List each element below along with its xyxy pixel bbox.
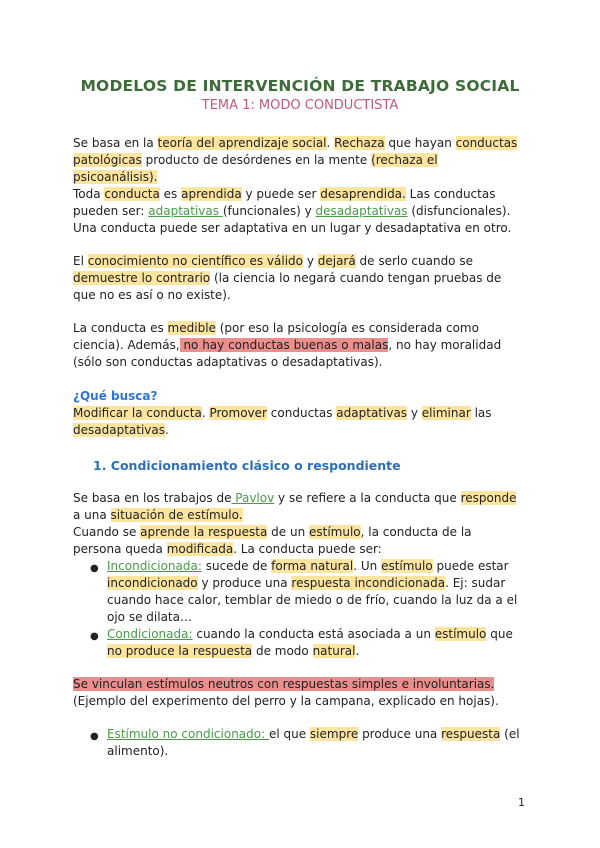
text-line: (Ejemplo del experimento del perro y la campana, explicado en hojas). — [73, 694, 499, 708]
paragraph-estimulos — [73, 676, 533, 710]
bullet-incondicionada — [107, 558, 517, 626]
document-title: MODELOS DE INTERVENCIÓN DE TRABAJO SOCIAL — [80, 77, 520, 95]
paragraph-pavlov — [73, 490, 533, 558]
text-line: ojo se dilata… — [107, 610, 192, 624]
bullet-dot: ● — [90, 631, 99, 642]
section-que-busca — [73, 388, 533, 439]
paragraph-measurable — [73, 320, 533, 371]
text-line: cuando hace calor, temblar de miedo o de frío, cuando la luz da a el — [107, 593, 518, 607]
bullet-condicionada — [107, 626, 513, 660]
text-line: Se basa en los trabajos de Pavlov y se refiere a la conducta que responde — [73, 491, 517, 505]
text-line: psicoanálisis). — [73, 170, 158, 184]
text-line: alimento). — [107, 744, 169, 758]
text-line: demuestre lo contrario (la ciencia lo negará cuando tengan pruebas de — [73, 271, 502, 285]
text-line: Condicionada: cuando la conducta está asociada a un estímulo que — [107, 627, 513, 641]
text-line: persona queda modificada. La conducta puede ser: — [73, 542, 382, 556]
paragraph-knowledge — [73, 253, 533, 304]
text-line: a una situación de estímulo. — [73, 508, 243, 522]
text-line: El conocimiento no científico es válido y dejará de serlo cuando se — [73, 254, 473, 268]
bullet-dot: ● — [90, 563, 99, 574]
text-line: Estímulo no condicionado: el que siempre produce una respuesta (el — [107, 727, 520, 741]
text-line: incondicionado y produce una respuesta incondicionada. Ej: sudar — [107, 576, 506, 590]
section-heading-condicionamiento: 1. Condicionamiento clásico o respondiente — [93, 458, 401, 473]
text-line: La conducta es medible (por eso la psicología es considerada como — [73, 321, 479, 335]
text-line: Modificar la conducta. Promover conductas adaptativas y eliminar las — [73, 406, 492, 420]
paragraph-intro — [73, 135, 533, 237]
document-subtitle: TEMA 1: MODO CONDUCTISTA — [201, 98, 399, 113]
text-line: (sólo son conductas adaptativas o desadaptativas). — [73, 355, 383, 369]
text-line: Toda conducta es aprendida y puede ser desaprendida. Las conductas — [73, 187, 496, 201]
text-line: Incondicionada: sucede de forma natural. Un estímulo puede estar — [107, 559, 509, 573]
text-line: que no es así o no existe). — [73, 288, 231, 302]
text-line: Se vinculan estímulos neutros con respuestas simples e involuntarias. — [73, 677, 495, 691]
page-number: 1 — [518, 796, 525, 809]
text-line: Una conducta puede ser adaptativa en un lugar y desadaptativa en otro. — [73, 221, 512, 235]
text-line: no produce la respuesta de modo natural. — [107, 644, 360, 658]
text-line: Se basa en la teoría del aprendizaje social. Rechaza que hayan conductas — [73, 136, 518, 150]
text-line: pueden ser: adaptativas (funcionales) y desadaptativas (disfuncionales). — [73, 204, 511, 218]
text-line: patológicas producto de desórdenes en la mente (rechaza el — [73, 153, 438, 167]
question-heading: ¿Qué busca? — [73, 389, 158, 403]
bullet-estimulo-no-condicionado — [107, 726, 520, 760]
text-line: desadaptativas. — [73, 423, 169, 437]
text-line: Cuando se aprende la respuesta de un estímulo, la conducta de la — [73, 525, 472, 539]
bullet-dot: ● — [90, 731, 99, 742]
text-line: ciencia). Además, no hay conductas buenas o malas, no hay moralidad — [73, 338, 502, 352]
